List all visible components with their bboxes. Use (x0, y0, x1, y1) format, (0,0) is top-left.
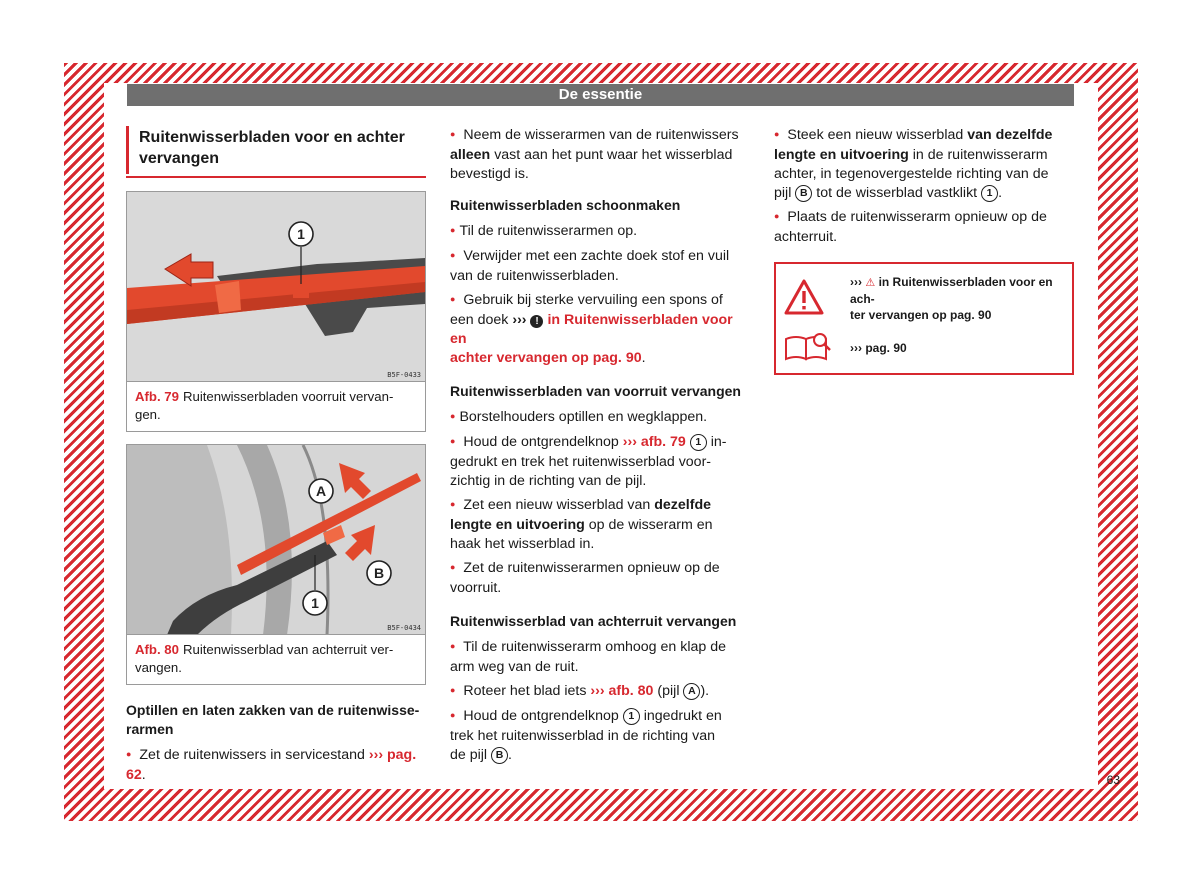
figure-79-caption: Afb. 79 Ruitenwisserbladen voorruit vervan- gen. (135, 389, 394, 422)
list-item: ● Roteer het blad iets ››› afb. 80 (pijl A ). (450, 682, 750, 702)
manual-reference[interactable]: ››› pag. 90 (784, 331, 1060, 365)
exclamation-circle-icon: ! (530, 315, 543, 328)
subheading-front: Ruitenwisserbladen van voorruit vervangen (450, 383, 741, 399)
figure-80-image (127, 445, 425, 635)
list-item: ● Borstelhouders optillen en wegklappen. (450, 408, 750, 428)
page-number: 63 (1106, 773, 1120, 787)
list-item: ● Gebruik bij sterke vervuiling een spons of een doek ››› ! in Ruitenwisserbladen voor en achter vervangen op pag. 90. (450, 291, 750, 368)
marker-1: 1 (623, 708, 640, 725)
subheading-service: Optillen en laten zakken van de ruitenwisse- rarmen (126, 702, 420, 737)
figure-79 (126, 191, 426, 432)
left-column (126, 126, 426, 790)
figure-80-caption: Afb. 80 Ruitenwisserblad van achterruit ver- vangen. (135, 642, 394, 675)
list-item: ● Houd de ontgrendelknop ››› afb. 79 1 in- gedrukt en trek het ruitenwisserblad voor- zichtig in de richting van de pijl. (450, 433, 750, 491)
section-title: Ruitenwisserbladen voor en achter vervangen (126, 126, 426, 174)
marker-1: 1 (690, 434, 707, 451)
list-item: ● Zet de ruitenwissers in servicestand ››› pag. 62. (126, 746, 426, 785)
list-item: ● Til de ruitenwisserarm omhoog en klap de arm weg van de ruit. (450, 638, 750, 677)
marker-a: A (683, 683, 700, 700)
figure-79-marker-1: 1 (297, 226, 305, 242)
warning-link[interactable]: in Ruitenwisserbladen voor en (450, 312, 733, 347)
title-underline (126, 176, 426, 178)
marker-b: B (491, 747, 508, 764)
figure-80 (126, 444, 426, 685)
marker-b: B (795, 185, 812, 202)
list-item: ● Verwijder met een zachte doek stof en vuil van de ruitenwisserbladen. (450, 247, 750, 286)
figure-80-marker-a: A (315, 483, 327, 499)
list-item: ● Zet een nieuw wisserblad van dezelfde lengte en uitvoering op de wisserarm en haak het wisserblad in. (450, 496, 750, 554)
subheading-clean: Ruitenwisserbladen schoonmaken (450, 197, 681, 213)
warning-reference[interactable]: ››› ⚠ in Ruitenwisserbladen voor en ach- ter vervangen op pag. 90 (784, 274, 1060, 323)
subheading-rear: Ruitenwisserblad van achterruit vervangen (450, 613, 737, 629)
small-warning-icon: ⚠ (865, 277, 876, 289)
figure-80-marker-1: 1 (311, 595, 319, 611)
figure-79-image (127, 192, 425, 382)
figure-80-code: B5F-0434 (387, 624, 421, 632)
figure-link[interactable]: ››› afb. 79 (622, 434, 686, 450)
manual-book-icon (784, 331, 850, 365)
figure-80-marker-b: B (373, 565, 385, 581)
list-item: ● Plaats de ruitenwisserarm opnieuw op de achterruit. (774, 208, 1074, 247)
list-item: ● Neem de wisserarmen van de ruitenwissers alleen vast aan het punt waar het wisserblad bevestigd is. (450, 126, 750, 184)
warning-triangle-icon (784, 279, 850, 319)
page-link[interactable]: ››› pag. (368, 747, 417, 763)
list-item: ● Zet de ruitenwisserarmen opnieuw op de voorruit. (450, 559, 750, 598)
middle-column (450, 126, 750, 770)
section-header: De essentie (127, 84, 1074, 106)
reference-box (774, 262, 1074, 375)
list-item: ● Steek een nieuw wisserblad van dezelfde lengte en uitvoering in de ruitenwisserarm achter, in tegenovergestelde richting van de pijl B tot de wisserblad vastklikt 1 . (774, 126, 1074, 203)
list-item: ● Houd de ontgrendelknop 1 ingedrukt en trek het ruitenwisserblad in de richting van de pijl B . (450, 707, 750, 765)
figure-79-code: B5F-0433 (387, 371, 421, 379)
figure-link[interactable]: ››› afb. 80 (590, 683, 654, 699)
right-column (774, 126, 1074, 375)
list-item: ● Til de ruitenwisserarmen op. (450, 222, 750, 242)
marker-1: 1 (981, 185, 998, 202)
